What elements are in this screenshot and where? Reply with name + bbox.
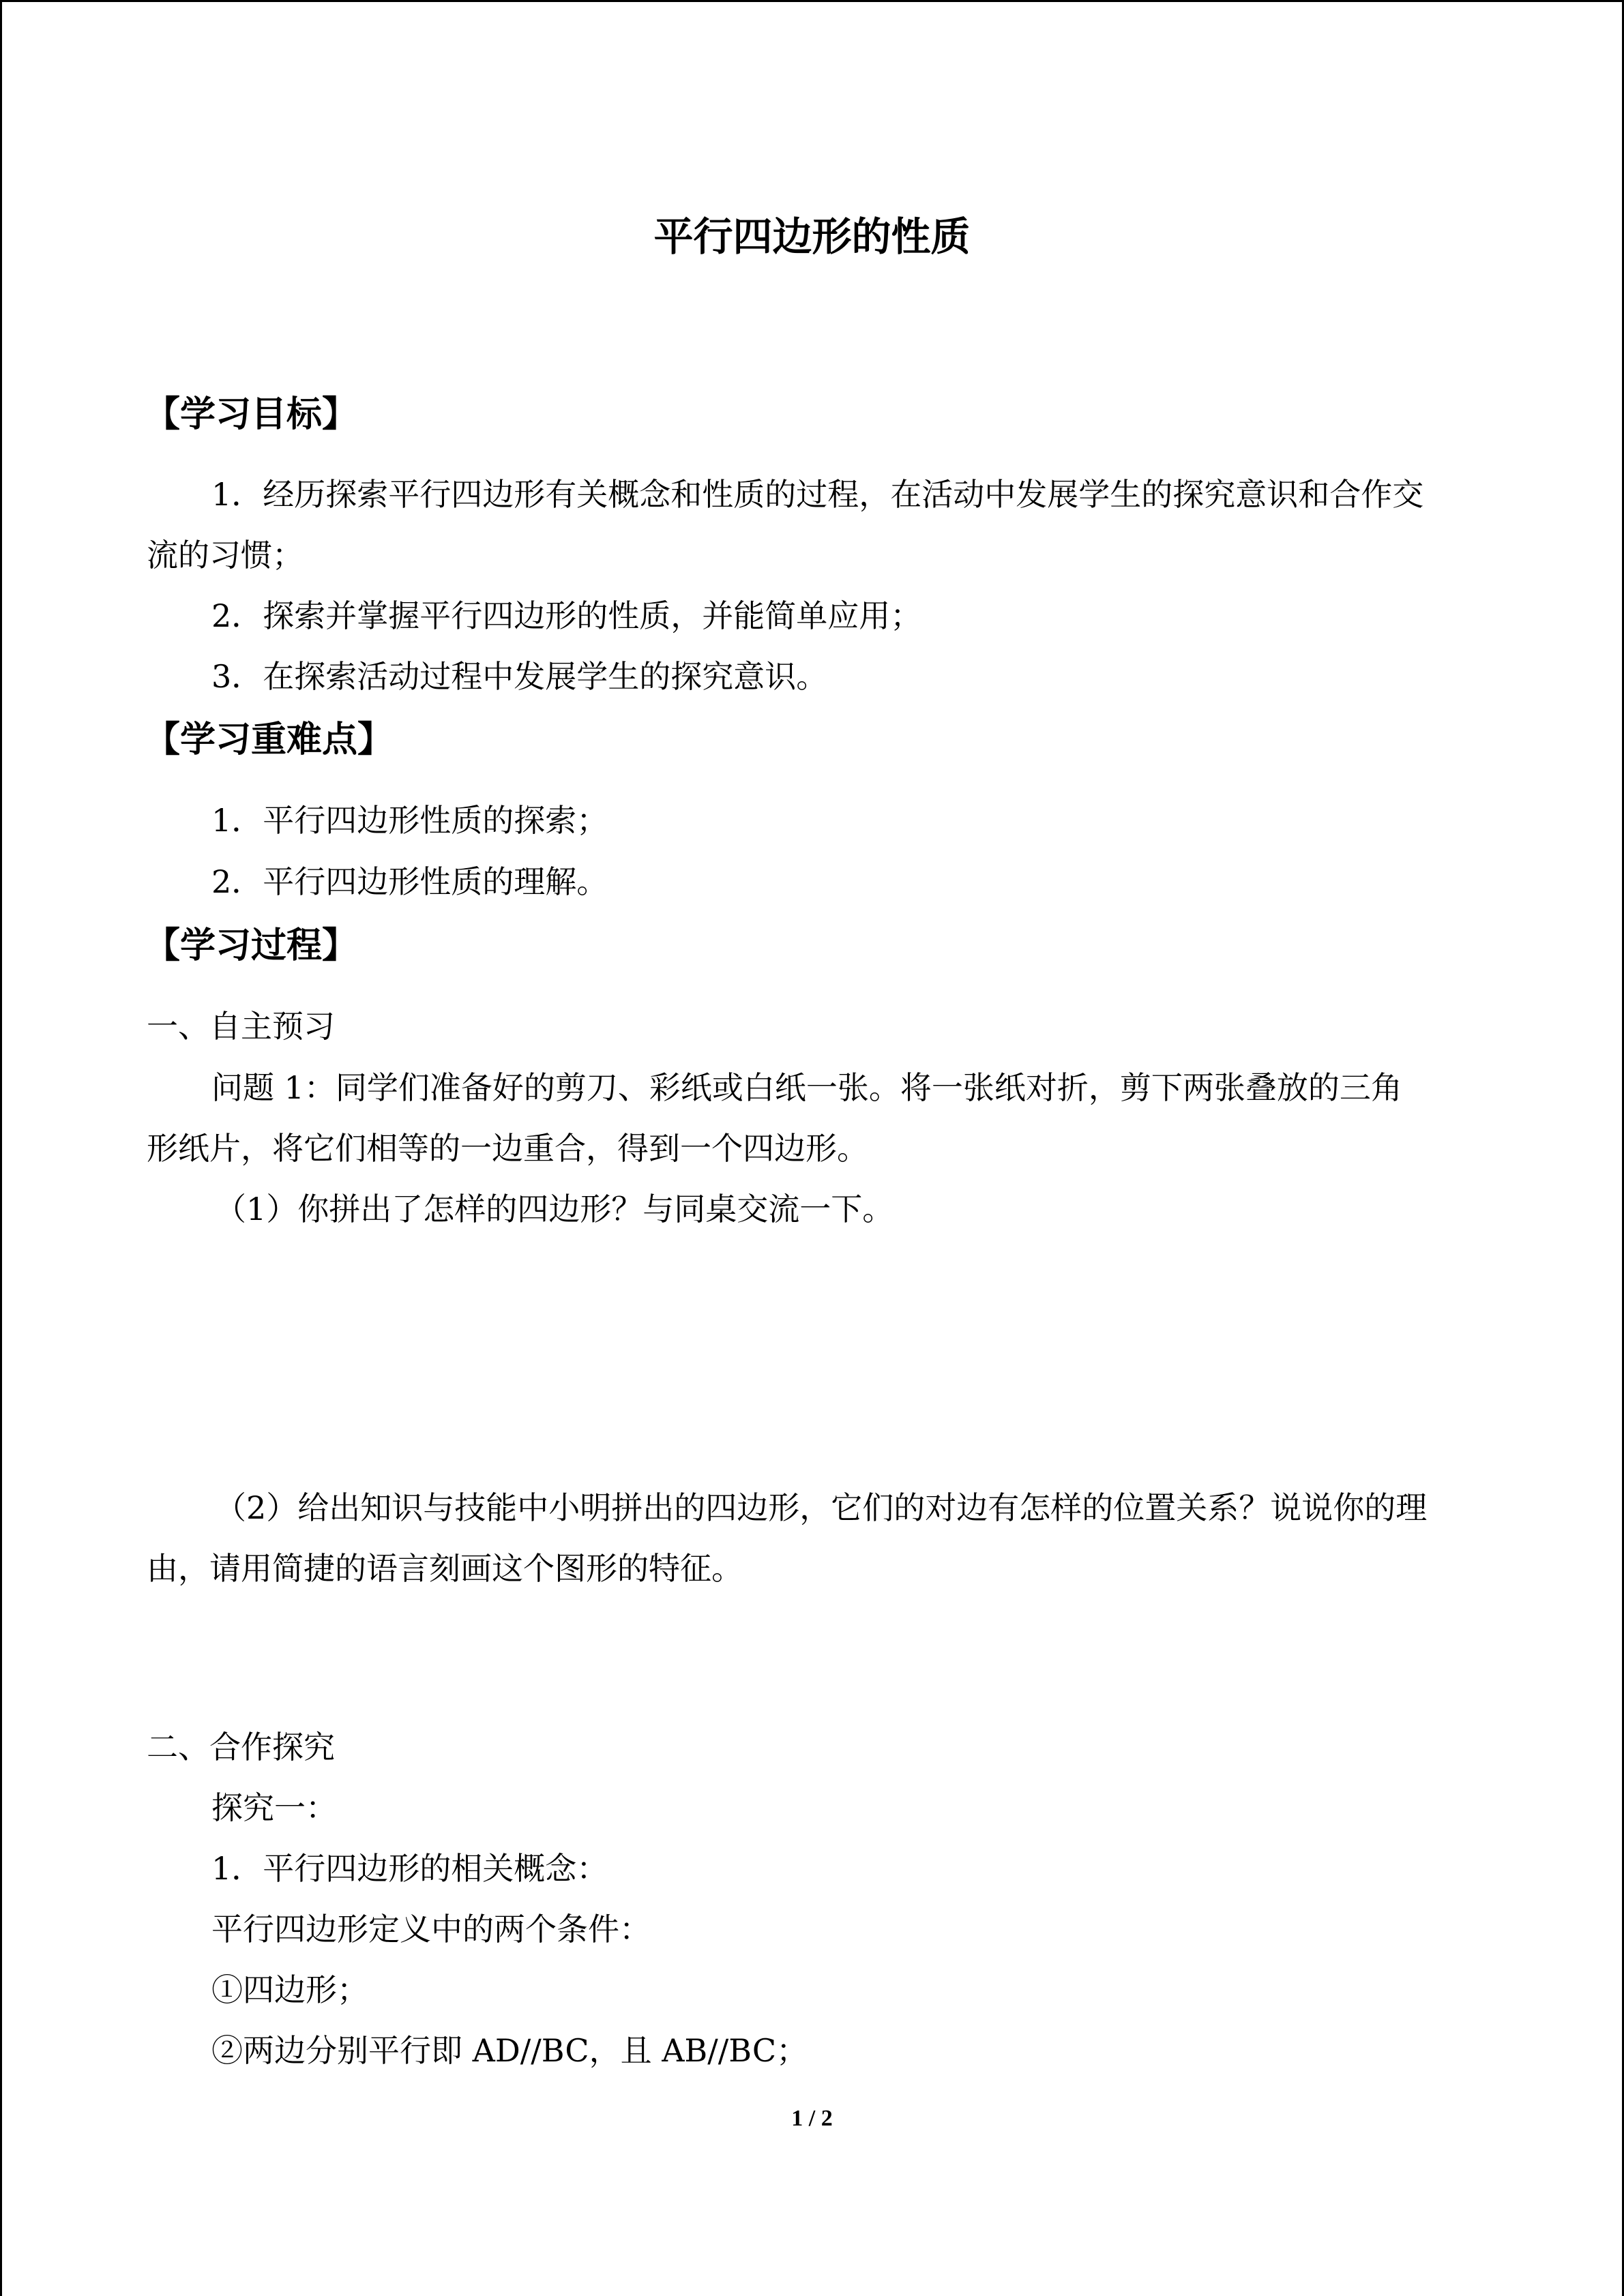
key-point-item-1: 1．平行四边形性质的探索； (211, 802, 608, 839)
section-heading-process: 【学习过程】 (145, 925, 358, 966)
key-point-item-2: 2．平行四边形性质的理解。 (211, 863, 608, 900)
page-number: 1 / 2 (791, 2106, 833, 2131)
question-1-sub-2-line-1: （2）给出知识与技能中小明拼出的四边形，它们的对边有怎样的位置关系？说说你的理 (215, 1489, 1428, 1526)
part-1-title: 一、自主预习 (147, 1008, 335, 1045)
page-border-top (0, 0, 1624, 2)
goal-item-1-line-1: 1．经历探索平行四边形有关概念和性质的过程，在活动中发展学生的探究意识和合作交 (211, 476, 1424, 513)
question-1-sub-2-line-2: 由，请用简捷的语言刻画这个图形的特征。 (147, 1550, 743, 1587)
question-1-line-2: 形纸片，将它们相等的一边重合，得到一个四边形。 (147, 1130, 868, 1167)
goal-item-1-line-2: 流的习惯； (147, 537, 304, 573)
section-heading-goals: 【学习目标】 (145, 394, 358, 435)
explore-1-label: 探究一： (211, 1789, 337, 1826)
goal-item-2: 2．探索并掌握平行四边形的性质，并能简单应用； (211, 597, 922, 634)
condition-1: ①四边形； (211, 1971, 368, 2008)
page-title: 平行四边形的性质 (653, 213, 971, 260)
section-heading-key-points: 【学习重难点】 (145, 719, 394, 760)
question-1-sub-1: （1）你拼出了怎样的四边形？与同桌交流一下。 (215, 1191, 894, 1227)
part-2-title: 二、合作探究 (147, 1729, 335, 1765)
question-1-line-1: 问题 1：同学们准备好的剪刀、彩纸或白纸一张。将一张纸对折，剪下两张叠放的三角 (211, 1069, 1402, 1106)
goal-item-3: 3．在探索活动过程中发展学生的探究意识。 (211, 658, 828, 695)
definition-conditions: 平行四边形定义中的两个条件： (211, 1911, 651, 1948)
concept-heading: 1．平行四边形的相关概念： (211, 1850, 608, 1887)
page-border-left (0, 0, 2, 2296)
condition-2: ②两边分别平行即 AD//BC，且 AB//BC； (211, 2032, 808, 2069)
